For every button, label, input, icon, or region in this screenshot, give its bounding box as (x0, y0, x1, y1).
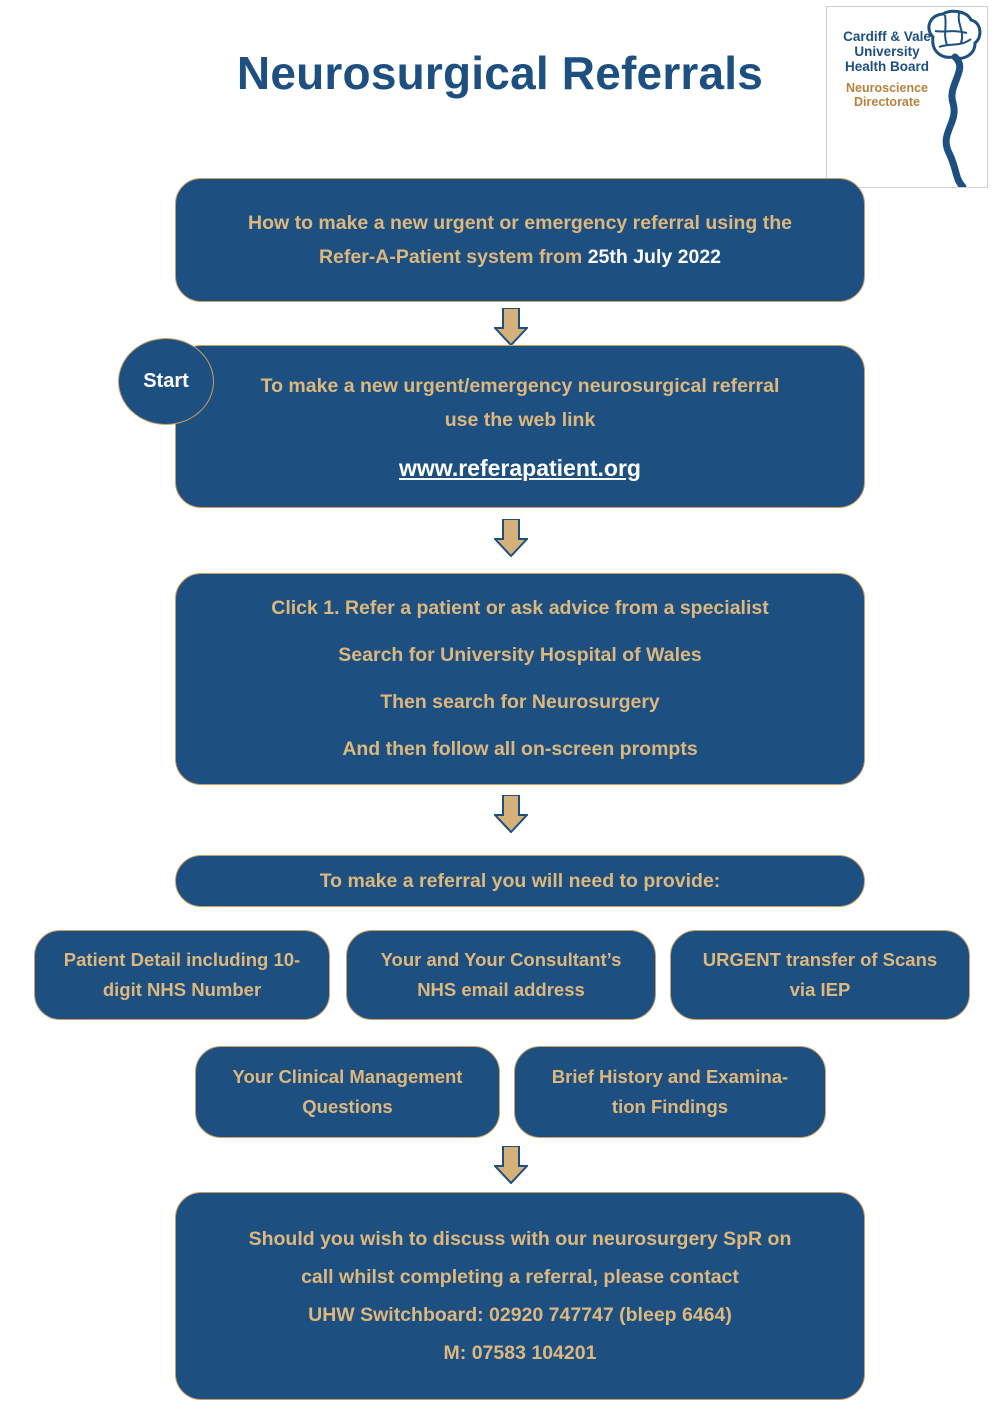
weblink-line-1: To make a new urgent/emergency neurosurgical referral (260, 374, 780, 397)
steps-line-1: Click 1. Refer a patient or ask advice from a specialist (271, 597, 769, 619)
requirement-4-line-1: Your Clinical Management (232, 1066, 463, 1087)
weblink-box (175, 345, 865, 508)
steps-line-3: Then search for Neurosurgery (380, 691, 660, 713)
requirement-1-line-1: Patient Detail including 10- (63, 949, 301, 970)
health-board-logo (826, 6, 988, 188)
requirement-3-line-2: via IEP (789, 979, 851, 1000)
logo-line-2: University (854, 44, 920, 59)
requirements-header-box (175, 855, 865, 907)
steps-line-4: And then follow all on-screen prompts (342, 738, 698, 760)
requirement-2-line-2: NHS email address (417, 979, 585, 1000)
start-label: Start (143, 370, 189, 392)
contact-line-2: call whilst completing a referral, please contact (301, 1266, 739, 1288)
logo-line-1: Cardiff & Vale (843, 29, 931, 44)
contact-line-1: Should you wish to discuss with our neurosurgery SpR on (248, 1228, 792, 1250)
weblink-line-2: use the web link (444, 408, 596, 431)
logo-sub-2: Directorate (854, 95, 920, 109)
arrow-down-icon-2 (494, 519, 528, 557)
contact-mobile: M: 07583 104201 (443, 1342, 597, 1364)
steps-line-2: Search for University Hospital of Wales (338, 644, 702, 666)
intro-date: 25th July 2022 (587, 246, 722, 268)
requirement-3-line-1: URGENT transfer of Scans (702, 949, 938, 970)
page-title: Neurosurgical Referrals (236, 47, 764, 99)
requirement-box (346, 930, 656, 1020)
intro-line-2 (248, 240, 792, 274)
start-node (118, 338, 214, 425)
steps-box (175, 573, 865, 785)
requirement-2-line-1: Your and Your Consultant’s (380, 949, 622, 970)
intro-line-1: How to make a new urgent or emergency referral using the (248, 212, 792, 234)
arrow-down-icon-4 (494, 1146, 528, 1184)
brain-spine-icon (909, 7, 987, 188)
requirement-4-line-2: Questions (302, 1096, 393, 1117)
requirement-box (514, 1046, 826, 1138)
intro-box (175, 178, 865, 302)
requirement-5-line-1: Brief History and Examina- (551, 1066, 789, 1087)
referapatient-link[interactable]: www.referapatient.org (399, 454, 641, 481)
logo-line-3: Health Board (844, 59, 929, 74)
requirements-header-label: To make a referral you will need to provide: (319, 870, 721, 892)
logo-sub-1: Neuroscience (846, 81, 928, 95)
intro-line-2-text: Refer-A-Patient system from (318, 246, 588, 268)
requirement-5-line-2: tion Findings (611, 1096, 729, 1117)
contact-box (175, 1192, 865, 1400)
requirement-box (670, 930, 970, 1020)
arrow-down-icon-1 (494, 308, 528, 346)
requirement-1-line-2: digit NHS Number (102, 979, 262, 1000)
contact-switchboard: UHW Switchboard: 02920 747747 (bleep 6464) (308, 1304, 732, 1326)
arrow-down-icon-3 (494, 795, 528, 833)
requirement-box (34, 930, 330, 1020)
requirement-box (195, 1046, 500, 1138)
